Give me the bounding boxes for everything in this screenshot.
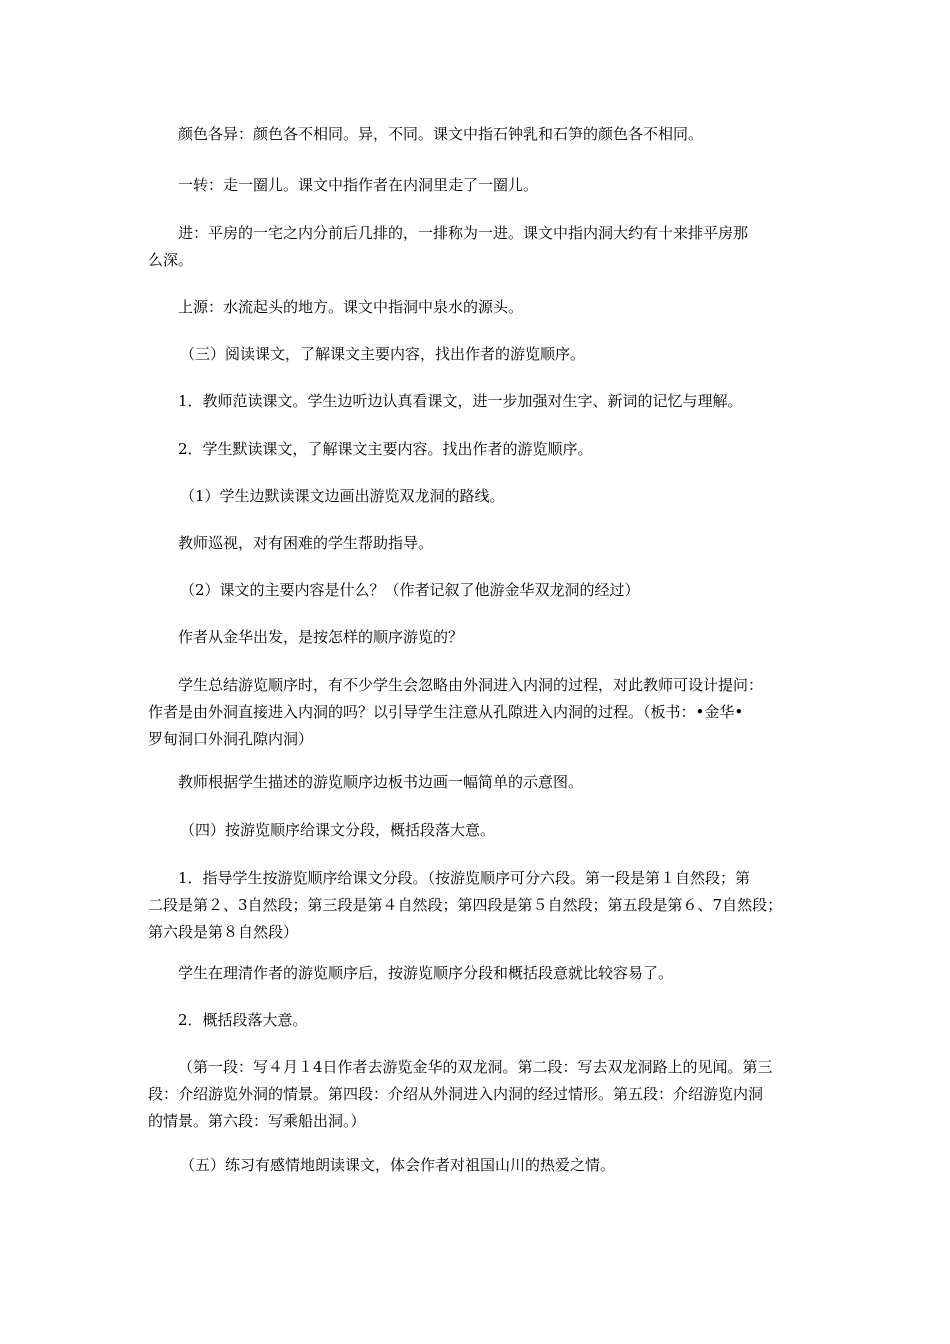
paragraph-line: （四）按游览顺序给课文分段，概括段落大意。	[180, 821, 496, 839]
paragraph	[148, 769, 818, 796]
paragraph	[180, 483, 850, 510]
paragraph-line: （三）阅读课文，了解课文主要内容，找出作者的游览顺序。	[180, 345, 586, 363]
paragraph	[148, 530, 818, 557]
section-heading	[180, 1152, 850, 1179]
paragraph	[148, 388, 818, 415]
section-heading	[180, 817, 850, 844]
paragraph	[148, 865, 818, 946]
paragraph-line: 教师巡视，对有困难的学生帮助指导。	[178, 534, 434, 552]
paragraph-line: （五）练习有感情地朗读课文，体会作者对祖国山川的热爱之情。	[180, 1156, 616, 1174]
paragraph-line: 1．指导学生按游览顺序给课文分段。（按游览顺序可分六段。第一段是第１自然段；第	[178, 869, 751, 887]
paragraph-line: 一转：走一圈儿。课文中指作者在内洞里走了一圈儿。	[178, 176, 539, 194]
paragraph	[148, 672, 818, 753]
paragraph-line: 2．概括段落大意。	[178, 1011, 308, 1029]
paragraph	[148, 121, 818, 148]
paragraph	[148, 436, 818, 463]
paragraph-line: 进：平房的一宅之内分前后几排的，一排称为一进。课文中指内洞大约有十来排平房那	[178, 224, 749, 242]
paragraph-line: 2．学生默读课文，了解课文主要内容。找出作者的游览顺序。	[178, 440, 593, 458]
paragraph	[148, 1054, 818, 1135]
paragraph	[148, 1007, 818, 1034]
paragraph-line: （2）课文的主要内容是什么？（作者记叙了他游金华双龙洞的经过）	[180, 581, 640, 599]
paragraph	[148, 172, 818, 199]
paragraph-line: 罗甸洞口外洞孔隙内洞）	[148, 730, 314, 748]
paragraph	[148, 220, 818, 274]
paragraph-line: 1．教师范读课文。学生边听边认真看课文，进一步加强对生字、新词的记忆与理解。	[178, 392, 743, 410]
paragraph-line: 上源：水流起头的地方。课文中指洞中泉水的源头。	[178, 298, 524, 316]
paragraph-line: 教师根据学生描述的游览顺序边板书边画一幅简单的示意图。	[178, 773, 584, 791]
paragraph-line: 学生总结游览顺序时，有不少学生会忽略由外洞进入内洞的过程，对此教师可设计提问：	[178, 676, 764, 694]
paragraph-line: 颜色各异：颜色各不相同。异，不同。课文中指石钟乳和石笋的颜色各不相同。	[178, 125, 704, 143]
paragraph-line: 二段是第２、3自然段；第三段是第４自然段；第四段是第５自然段；第五段是第６、7自然段；	[148, 896, 783, 914]
section-heading	[180, 341, 850, 368]
paragraph-line: 学生在理清作者的游览顺序后，按游览顺序分段和概括段意就比较容易了。	[178, 964, 674, 982]
paragraph-line: 么深。	[148, 251, 194, 269]
paragraph-line: 的情景。第六段：写乘船出洞。）	[148, 1112, 366, 1130]
paragraph-line: （第一段：写４月１4日作者去游览金华的双龙洞。第二段：写去双龙洞路上的见闻。第三	[178, 1058, 773, 1076]
paragraph-line: 段：介绍游览外洞的情景。第四段：介绍从外洞进入内洞的经过情形。第五段：介绍游览内洞	[148, 1085, 764, 1103]
paragraph-line: 第六段是第８自然段）	[148, 923, 299, 941]
paragraph-line: （1）学生边默读课文边画出游览双龙洞的路线。	[180, 487, 505, 505]
paragraph	[148, 294, 818, 321]
paragraph-line: 作者是由外洞直接进入内洞的吗？以引导学生注意从孔隙进入内洞的过程。（板书：•金华•	[148, 703, 744, 721]
paragraph	[148, 624, 818, 651]
paragraph	[148, 960, 818, 987]
paragraph	[180, 577, 850, 604]
paragraph-line: 作者从金华出发，是按怎样的顺序游览的？	[178, 628, 464, 646]
